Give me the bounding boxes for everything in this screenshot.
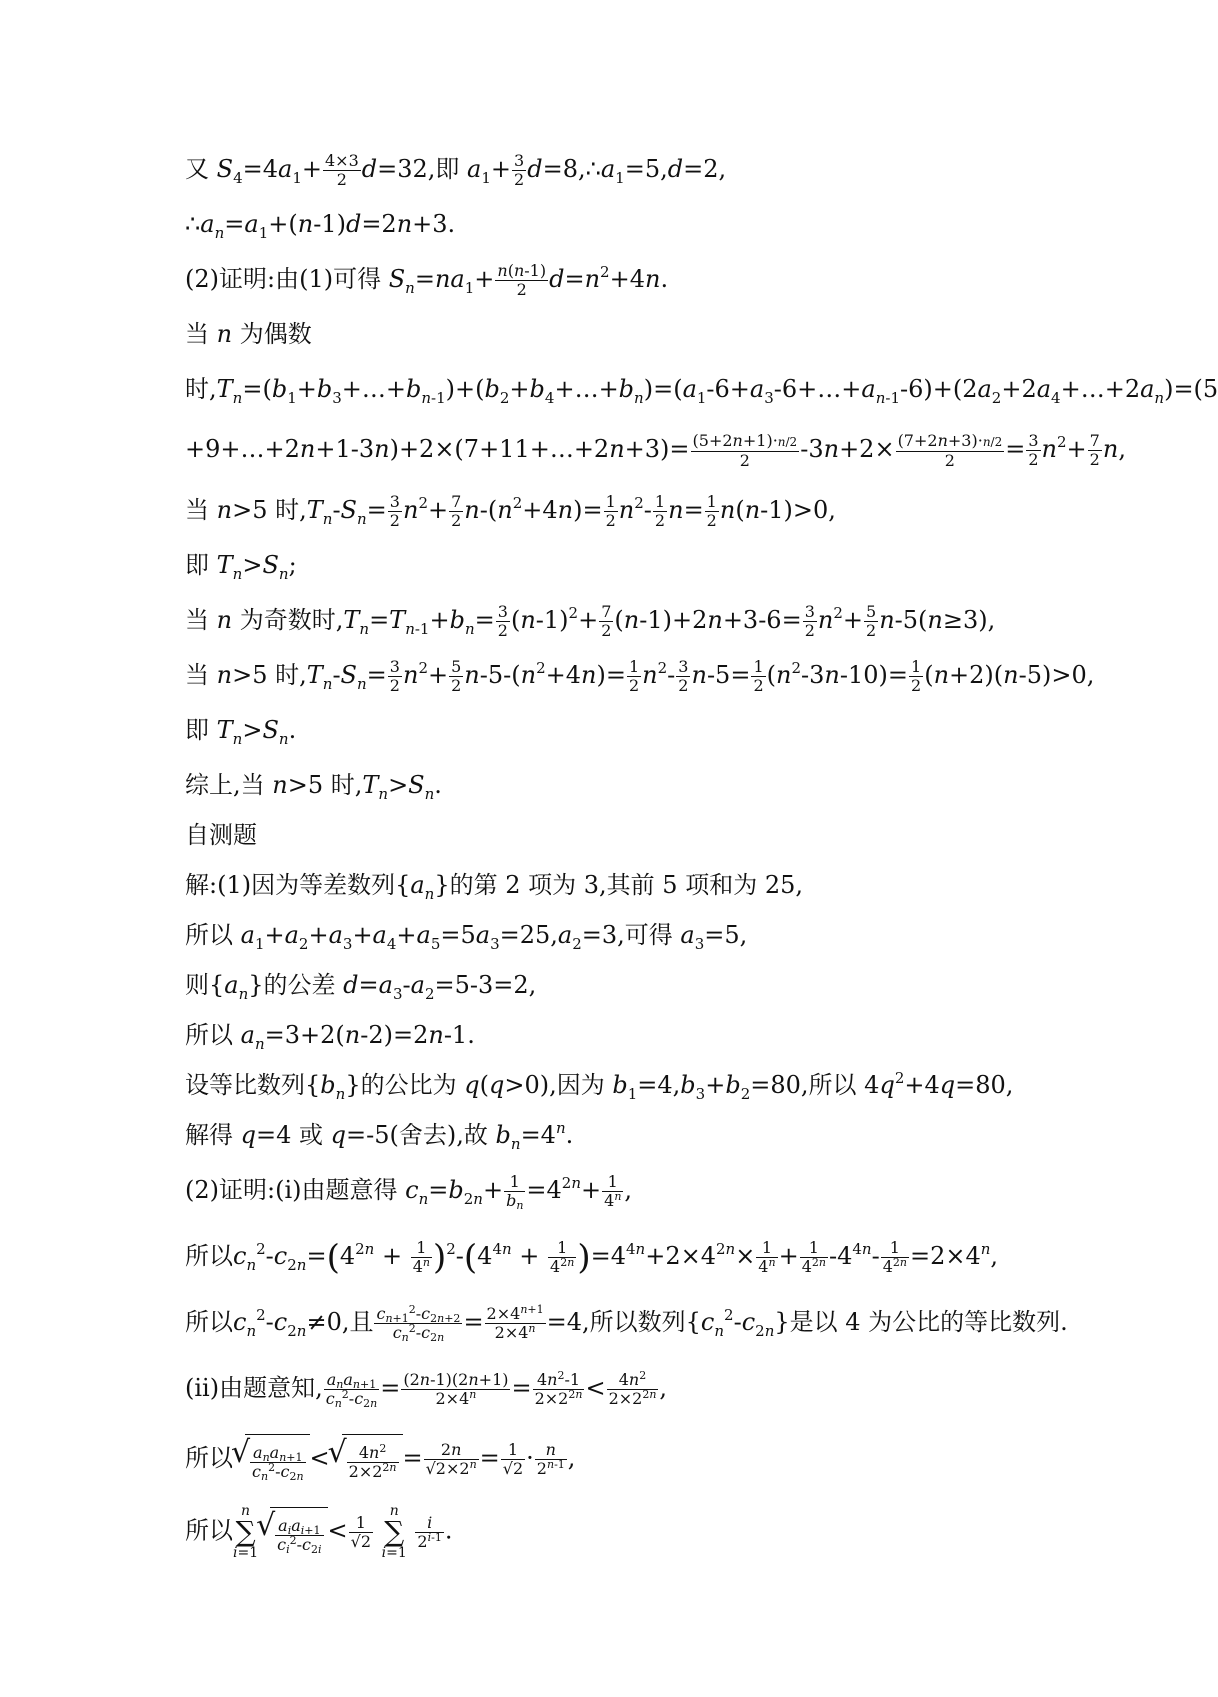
line-11: 即 $T_n>S_n$. [185,716,297,748]
line-17: 所以 $a_n=3+2(n-2)=2n-1$. [185,1021,475,1053]
line-18: 设等比数列$\{b_n\}$的公比为 q(q>0),因为 $b_1=4,b_3+b_2=80$,所以 $4q^2+4q=80$, [185,1069,1014,1103]
line-6: +9+…+2n+1-3n)+2×(7+11+…+2n+3)= $\frac{(5+2n+1)\cdot n/2}{2}$ -3n+2× $\frac{(7+2n+3)\cdot n/2}{2}$ = $\frac{3}{2}$ $n^2+$ $\frac{7}{2}$ n, [185,430,1126,470]
line-19: 解得 q=4 或 q=-5(舍去),故 $b_n=4^n$. [185,1119,574,1153]
line-22: 所以$c_n^2-c_{2n}\ne 0$,且 $\frac{c_{n+1}^2-c_{2n+2}}{c_n^2-c_{2n}}$ = $\frac{2\times 4^{n+1}}{2\times 4^n}$ =4,所以数列$\{c_n^2-c_{2n}\}$是以 4 为公比的等比数列. [185,1303,1068,1344]
line-23: (ii)由题意知, $\frac{a_na_{n+1}}{c_n^2-c_{2n}}$ = $\frac{(2n-1)(2n+1)}{2\times 4^n}$ = $\frac{4n^2-1}{2\times 2^{2n}}$ < $\frac{4n^2}{2\times 2^{2n}}$ , [185,1369,668,1410]
line-5: 时$,T_n=(b_1+b_3+\dots+b_{n-1})+(b_2+b_4+\dots+b_n)=(a_1-6+a_3-6+\dots+a_{n-1}-6)+(2a_2+2a_4+\dots+2a_n)=(5$ [185,375,1218,407]
line-7: 当 n>5 时$,T_n-S_n=$ $\frac{3}{2}$ $n^2+$ $\frac{7}{2}$ $n-(n^2+4n)=$ $\frac{1}{2}$ $n^2-$ $\frac{1}{2}$ n= $\frac{1}{2}$ n(n-1)>0, [185,492,836,530]
line-16: 则$\{a_n\}$的公差 $d=a_3-a_2=5-3=2$, [185,971,537,1003]
line-3: (2)证明:由(1)可得 $S_n=na_1+$ $\frac{n(n-1)}{2}$ $d=n^2+4n$. [185,261,669,299]
line-4: 当 n 为偶数 [185,320,312,348]
line-20: (2)证明:(i)由题意得 $c_n=b_{2n}+$ $\frac{1}{b_n}$ $=4^{2n}+$ $\frac{1}{4^n}$ , [185,1172,633,1212]
line-10: 当 n>5 时$,T_n-S_n=$ $\frac{3}{2}$ $n^2+$ $\frac{5}{2}$ $n-5-(n^2+4n)=$ $\frac{1}{2}$ $n^2-$ $\frac{3}{2}$ n-5= $\frac{1}{2}$ $(n^2-3n-10)=$ $\frac{1}{2}$ (n+2)(n-5)>0, [185,657,1095,695]
solution-document [185,150,1218,1570]
line-24: 所以 √ $\frac{a_na_{n+1}}{c_n^2-c_{2n}}$ < √ $\frac{4n^2}{2\times 2^{2n}}$ = $\frac{2n}{√2\times 2^n}$ = $\frac{1}{√2}$ · $\frac{n}{2^{n-1}}$ , [185,1434,1080,1482]
line-9: 当 n 为奇数时$,T_n=T_{n-1}+b_n=$ $\frac{3}{2}$ $(n-1)^2+$ $\frac{7}{2}$ (n-1)+2n+3-6= $\frac{3}{2}$ $n^2+$ $\frac{5}{2}$ n-5(n≥3), [185,602,996,640]
line-25: 所以n ∑ i=1 √ $\frac{a_ia_{i+1}}{c_i^2-c_{2i}}$ < $\frac{1}{√2}$ n ∑ i=1 $\frac{i}{2^{i-1}}$ . [185,1504,1080,1552]
line-15: 所以 $a_1+a_2+a_3+a_4+a_5=5a_3=25,a_2=3$,可得 $a_3=5$, [185,921,748,953]
line-21: 所以$c_n^2-c_{2n}=(4^{2n}$ + $\frac{1}{4^n}$ )$^2-(4^{4n}$ + $\frac{1}{4^{2n}}$ )$=4^{4n}+2\times 4^{2n}\times$ $\frac{1}{4^n}$ + $\frac{1}{4^{2n}}$ $-4^{4n}-$ $\frac{1}{4^{2n}}$ $=2\times 4^n$, [185,1237,999,1278]
line-2: $\therefore a_n=a_1+(n-1)d=2n+3$. [185,210,456,242]
line-8: 即 $T_n>S_n$; [185,551,297,583]
line-1: 又 $S_4=4a_1+$ $\frac{4\times 3}{2}$ d=32,即 $a_1+$ $\frac{3}{2}$ $d=8,\therefore a_1=5,d=2$, [185,151,727,189]
line-14: 解:(1)因为等差数列$\{a_n\}$的第 2 项为 3,其前 5 项和为 25, [185,871,803,903]
line-12: 综上,当 n>5 时$,T_n>S_n$. [185,771,442,803]
line-13: 自测题 [185,821,257,849]
